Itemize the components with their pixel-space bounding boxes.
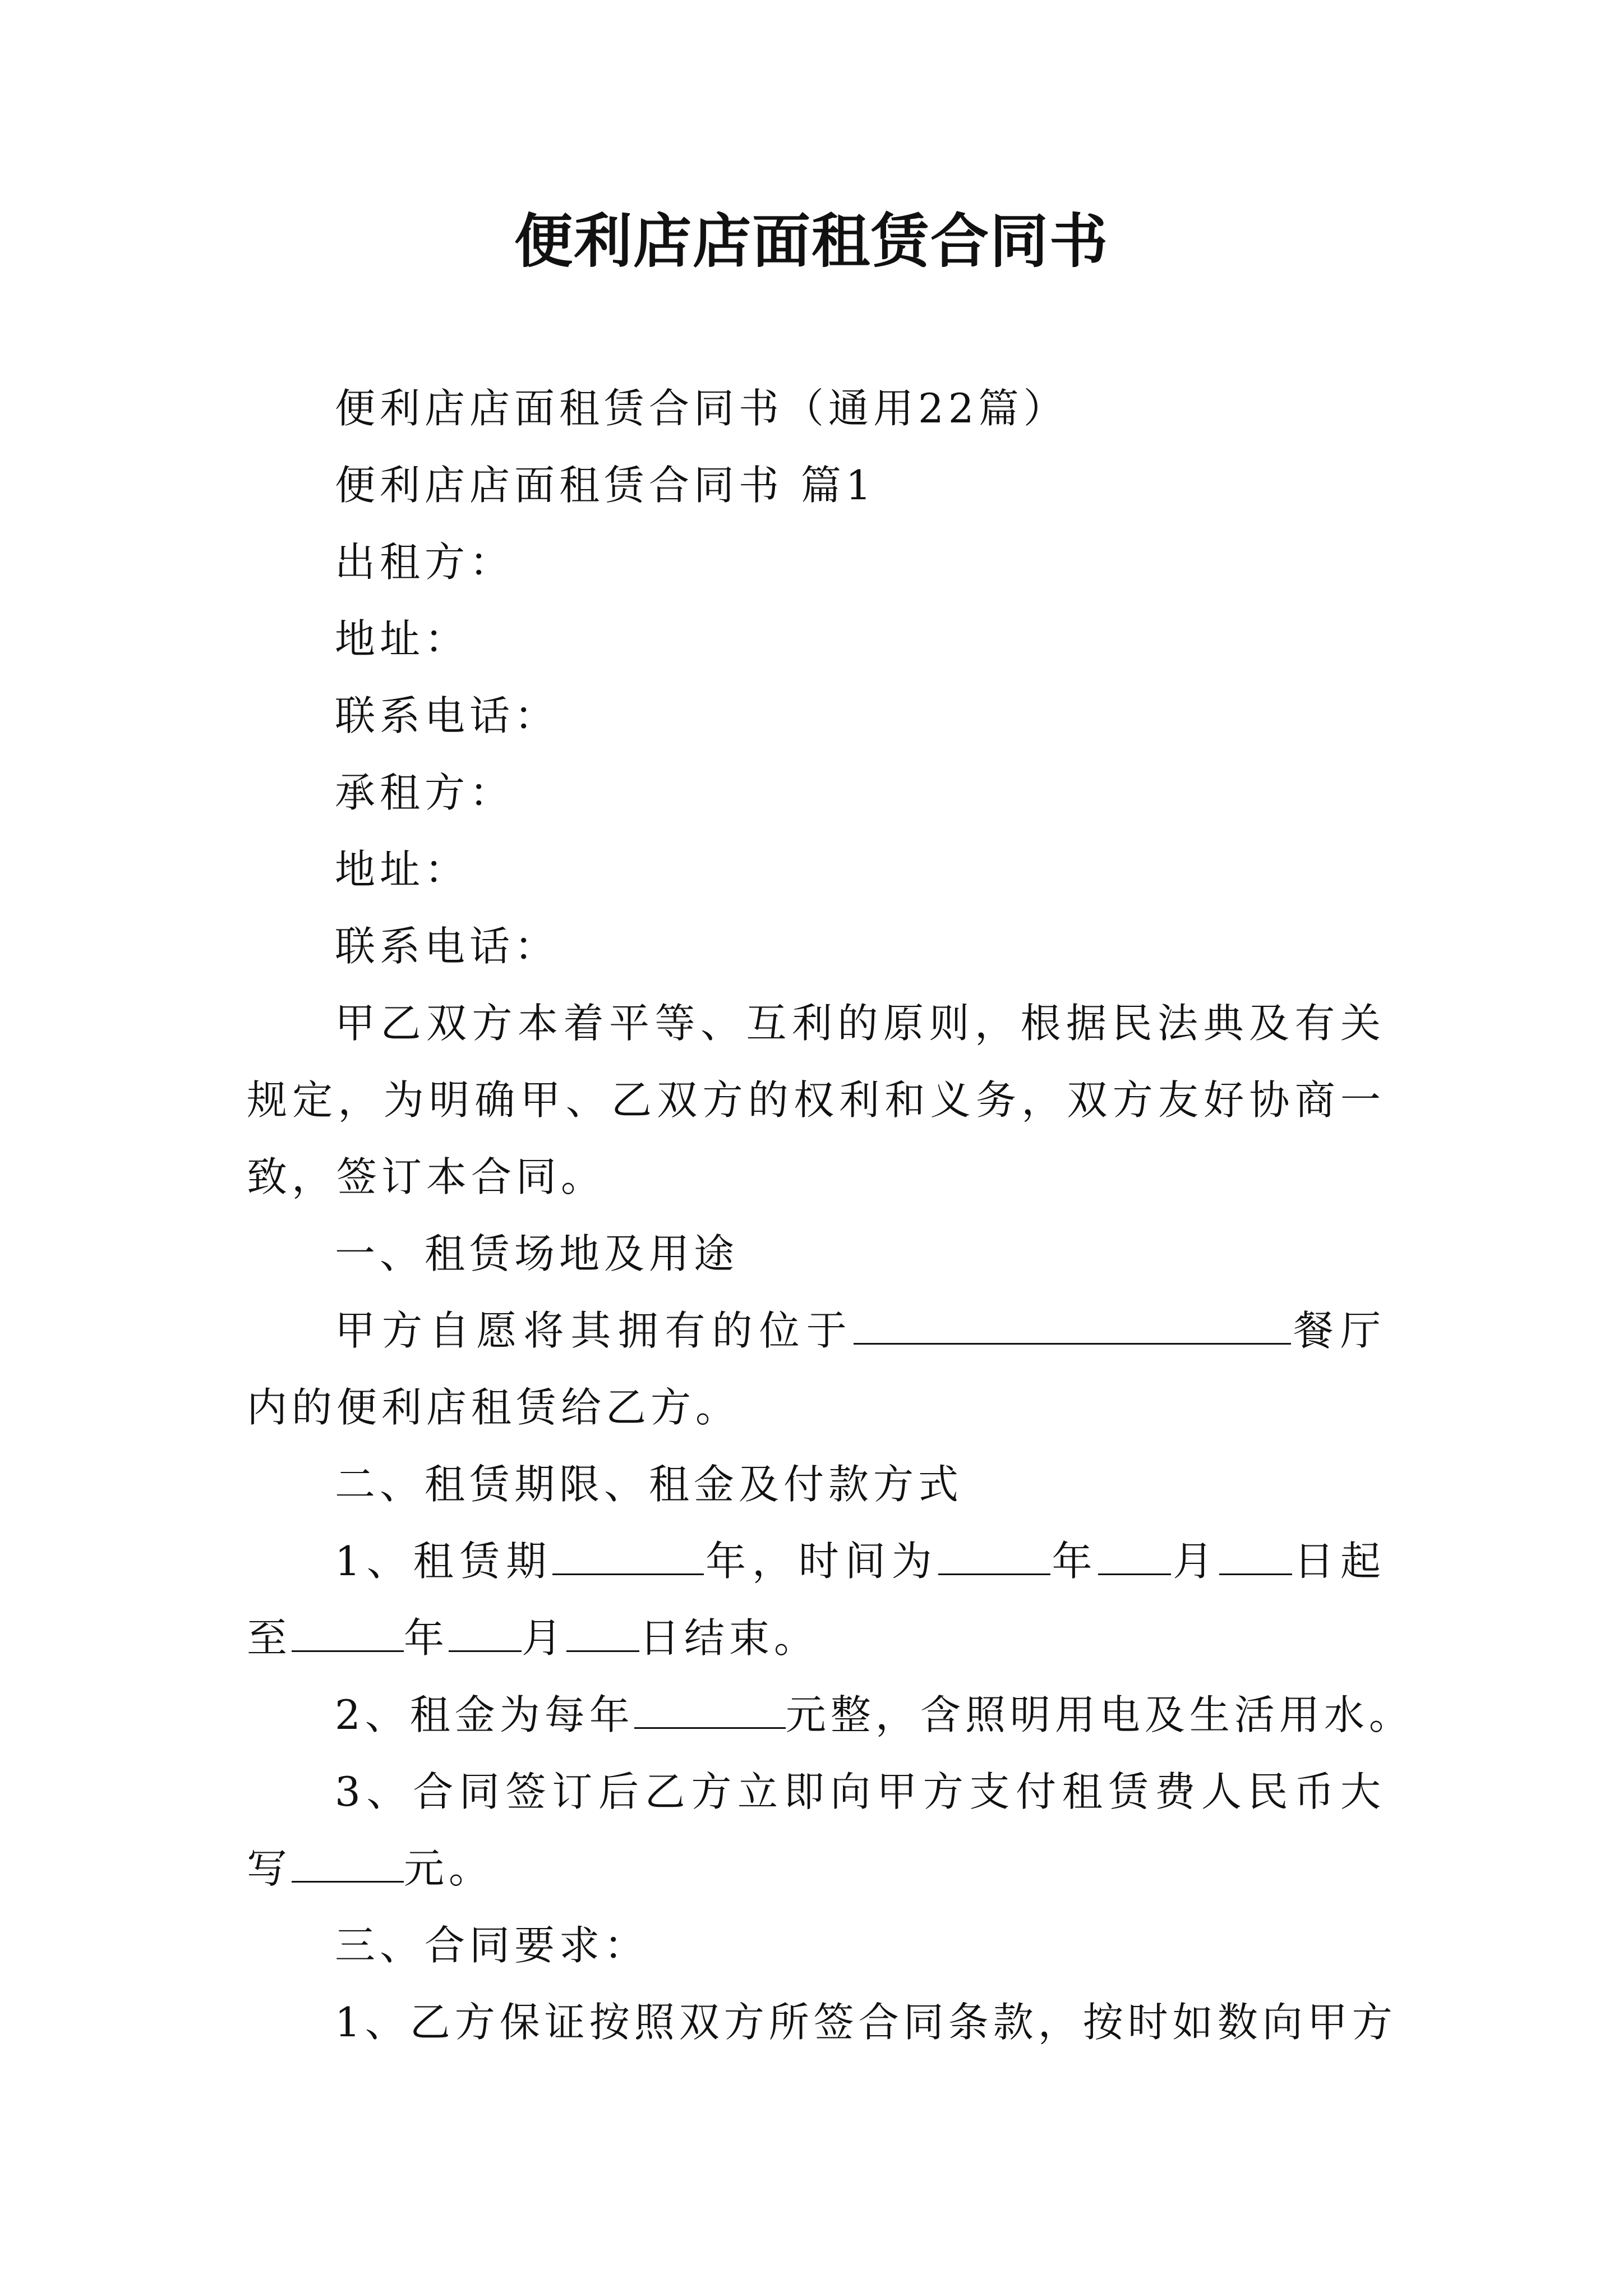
end-day-label: 日结束。 bbox=[639, 1614, 819, 1662]
start-month-label: 月 bbox=[1171, 1538, 1220, 1585]
clause2-item3 bbox=[247, 1754, 1385, 1907]
term-text: 年，时间为 bbox=[704, 1538, 938, 1585]
rent-text: 元整，含照明用电及生活用水。 bbox=[785, 1691, 1414, 1738]
clause3-heading: 三、合同要求： bbox=[335, 1922, 649, 1969]
start-day-label: 日起至 bbox=[247, 1538, 1385, 1662]
payment-text: 3、合同签订后乙方立即向甲方支付租赁费人民币大写 bbox=[247, 1768, 1385, 1892]
term-years-blank bbox=[552, 1538, 704, 1575]
clause1-text-a: 甲方自愿将其拥有的位于 bbox=[335, 1307, 854, 1354]
section-heading: 便利店店面租赁合同书 篇1 bbox=[335, 462, 876, 509]
rent-label: 2、租金为每年 bbox=[335, 1691, 634, 1738]
document-body bbox=[247, 370, 1414, 2061]
lessee-phone-label: 联系电话： bbox=[335, 923, 560, 970]
clause1-paragraph bbox=[247, 1292, 1385, 1446]
clause2-item1 bbox=[247, 1523, 1385, 1677]
start-month-blank bbox=[1098, 1538, 1171, 1575]
end-year-label: 年 bbox=[404, 1614, 449, 1662]
payment-unit: 元。 bbox=[404, 1845, 494, 1892]
lessee-label: 承租方： bbox=[335, 769, 515, 816]
clause3-item1: 1、乙方保证按照双方所签合同条款，按时如数向甲方 bbox=[335, 1999, 1397, 2046]
lessor-phone-label: 联系电话： bbox=[335, 692, 560, 739]
clause2-heading: 二、租赁期限、租金及付款方式 bbox=[335, 1461, 963, 1508]
payment-amount-blank bbox=[292, 1845, 404, 1883]
annual-rent-blank bbox=[634, 1691, 786, 1729]
clause1-text-b: 餐厅内的便利店租赁给乙方。 bbox=[247, 1307, 1385, 1431]
term-label: 1、租赁期 bbox=[335, 1538, 553, 1585]
preamble-paragraph: 甲乙双方本着平等、互利的原则，根据民法典及有关规定，为明确甲、乙双方的权利和义务，双方友好协商一致，签订本合同。 bbox=[247, 1000, 1385, 1200]
start-day-blank bbox=[1219, 1538, 1292, 1575]
end-month-label: 月 bbox=[522, 1614, 567, 1662]
lessee-address-label: 地址： bbox=[335, 846, 470, 893]
end-day-blank bbox=[566, 1614, 639, 1652]
clause2-item2 bbox=[247, 1677, 1414, 1754]
lessor-label: 出租方： bbox=[335, 539, 515, 586]
clause1-heading: 一、租赁场地及用途 bbox=[335, 1230, 739, 1277]
document-title: 便利店店面租赁合同书 bbox=[514, 207, 1109, 275]
lessor-address-label: 地址： bbox=[335, 615, 470, 662]
end-month-blank bbox=[449, 1614, 522, 1652]
document-subtitle: 便利店店面租赁合同书（通用22篇） bbox=[335, 385, 1068, 432]
start-year-blank bbox=[938, 1538, 1050, 1575]
start-year-label: 年 bbox=[1050, 1538, 1099, 1585]
location-blank bbox=[854, 1307, 1291, 1345]
end-year-blank bbox=[292, 1614, 404, 1652]
